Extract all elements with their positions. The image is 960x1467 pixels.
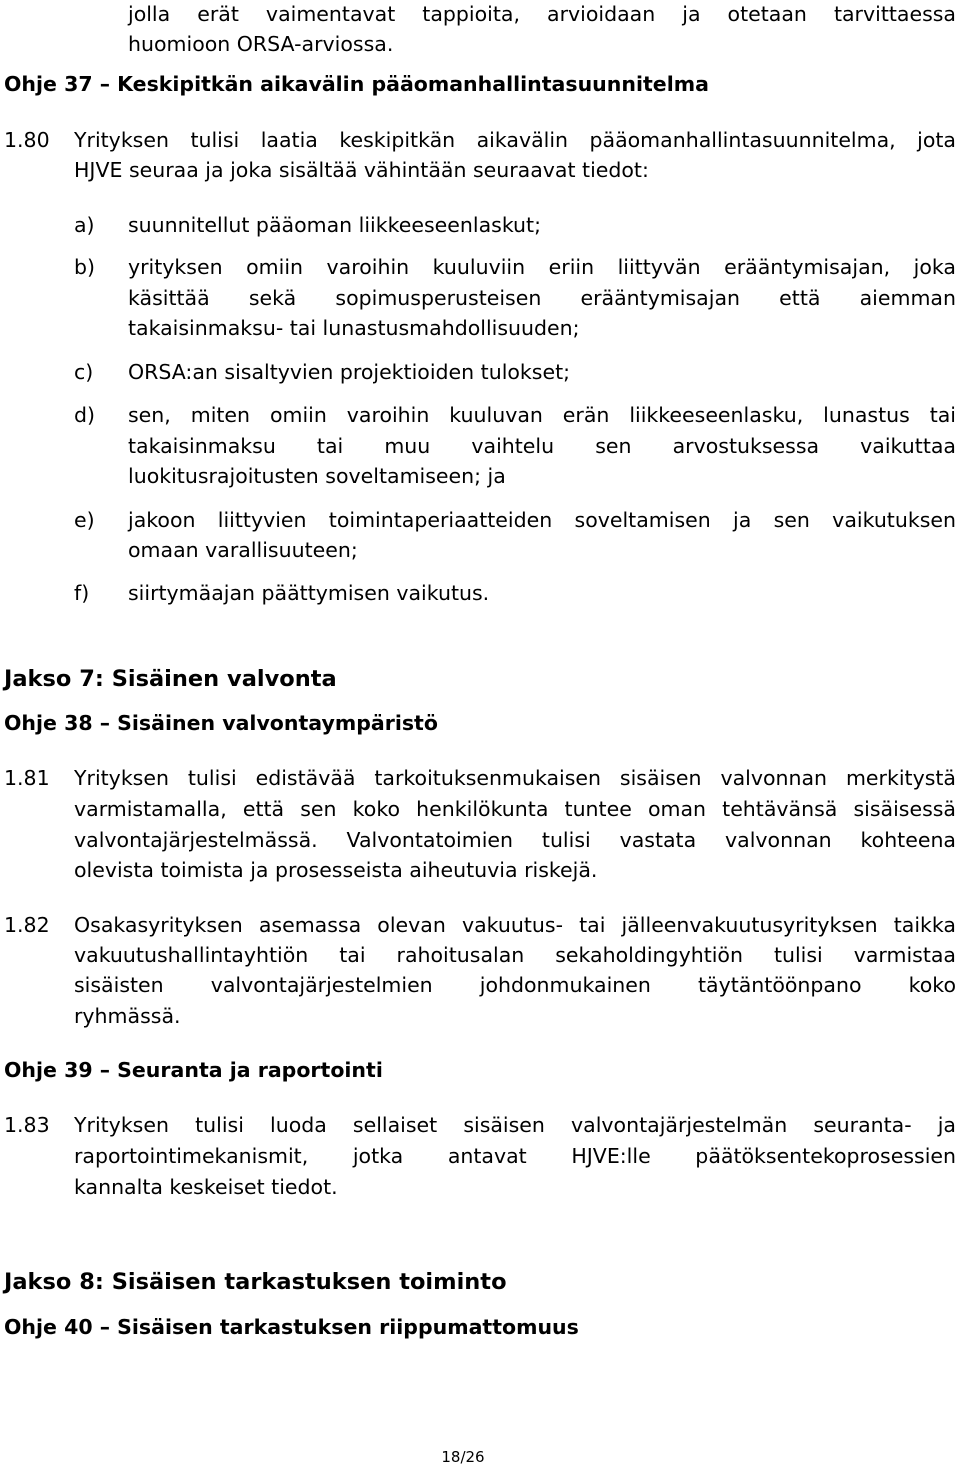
list-label: f) — [74, 581, 90, 605]
list-label: a) — [74, 213, 95, 237]
continuation-line: huomioon ORSA-arviossa. — [128, 32, 394, 56]
list-label: d) — [74, 403, 96, 427]
paragraph-line: raportointimekanismit, jotka antavat HJVE:lle päätöksentekoprosessien — [74, 1144, 956, 1168]
list-item-line: takaisinmaksu- tai lunastusmahdollisuuden; — [128, 316, 580, 340]
list-item-line: jakoon liittyvien toimintaperiaatteiden soveltamisen ja sen vaikutuksen — [128, 508, 956, 532]
paragraph-line: ryhmässä. — [74, 1004, 181, 1028]
list-item-line: sen, miten omiin varoihin kuuluvan erän liikkeeseenlasku, lunastus tai — [128, 403, 956, 427]
section-heading: Jakso 7: Sisäinen valvonta — [4, 666, 337, 692]
paragraph-line: Yrityksen tulisi luoda sellaiset sisäisen valvontajärjestelmän seuranta- ja — [74, 1113, 956, 1137]
paragraph-line: kannalta keskeiset tiedot. — [74, 1175, 338, 1199]
paragraph-number: 1.80 — [4, 128, 50, 152]
ohje39-heading: Ohje 39 – Seuranta ja raportointi — [4, 1058, 383, 1082]
list-label: e) — [74, 508, 95, 532]
list-item-line: siirtymäajan päättymisen vaikutus. — [128, 581, 490, 605]
list-item-line: luokitusrajoitusten soveltamiseen; ja — [128, 464, 506, 488]
list-item-line: yrityksen omiin varoihin kuuluviin eriin liittyvän erääntymisajan, joka — [128, 255, 956, 279]
list-item-line: takaisinmaksu tai muu vaihtelu sen arvostuksessa vaikuttaa — [128, 434, 956, 458]
paragraph-line: Yrityksen tulisi edistävää tarkoituksenmukaisen sisäisen valvonnan merkitystä — [74, 766, 956, 790]
list-item-line: käsittää sekä sopimusperusteisen erääntymisajan että aiemman — [128, 286, 956, 310]
page-number: 18/26 — [441, 1448, 485, 1466]
paragraph-line: vakuutushallintayhtiön tai rahoitusalan sekaholdingyhtiön tulisi varmistaa — [74, 943, 956, 967]
section-heading: Jakso 8: Sisäisen tarkastuksen toiminto — [4, 1269, 507, 1295]
ohje40-heading: Ohje 40 – Sisäisen tarkastuksen riippumattomuus — [4, 1315, 579, 1339]
paragraph-line: varmistamalla, että sen koko henkilökunta tuntee oman tehtävänsä sisäisessä — [74, 797, 956, 821]
paragraph-line: olevista toimista ja prosesseista aiheutuvia riskejä. — [74, 858, 598, 882]
list-item-line: suunnitellut pääoman liikkeeseenlaskut; — [128, 213, 541, 237]
paragraph-line: Osakasyrityksen asemassa olevan vakuutus- tai jälleenvakuutusyrityksen taikka — [74, 913, 956, 937]
paragraph-line: HJVE seuraa ja joka sisältää vähintään seuraavat tiedot: — [74, 158, 649, 182]
paragraph-line: Yrityksen tulisi laatia keskipitkän aikavälin pääomanhallintasuunnitelma, jota — [74, 128, 956, 152]
ohje38-heading: Ohje 38 – Sisäinen valvontaympäristö — [4, 711, 438, 735]
continuation-line: jolla erät vaimentavat tappioita, arvioidaan ja otetaan tarvittaessa — [128, 2, 956, 26]
list-item-line: omaan varallisuuteen; — [128, 538, 358, 562]
list-label: c) — [74, 360, 94, 384]
paragraph-line: valvontajärjestelmässä. Valvontatoimien tulisi vastata valvonnan kohteena — [74, 828, 956, 852]
list-label: b) — [74, 255, 96, 279]
ohje37-heading: Ohje 37 – Keskipitkän aikavälin pääomanhallintasuunnitelma — [4, 72, 709, 96]
list-item-line: ORSA:an sisaltyvien projektioiden tulokset; — [128, 360, 571, 384]
paragraph-number: 1.82 — [4, 913, 50, 937]
paragraph-number: 1.81 — [4, 766, 50, 790]
paragraph-line: sisäisten valvontajärjestelmien johdonmukainen täytäntöönpano koko — [74, 973, 956, 997]
paragraph-number: 1.83 — [4, 1113, 50, 1137]
